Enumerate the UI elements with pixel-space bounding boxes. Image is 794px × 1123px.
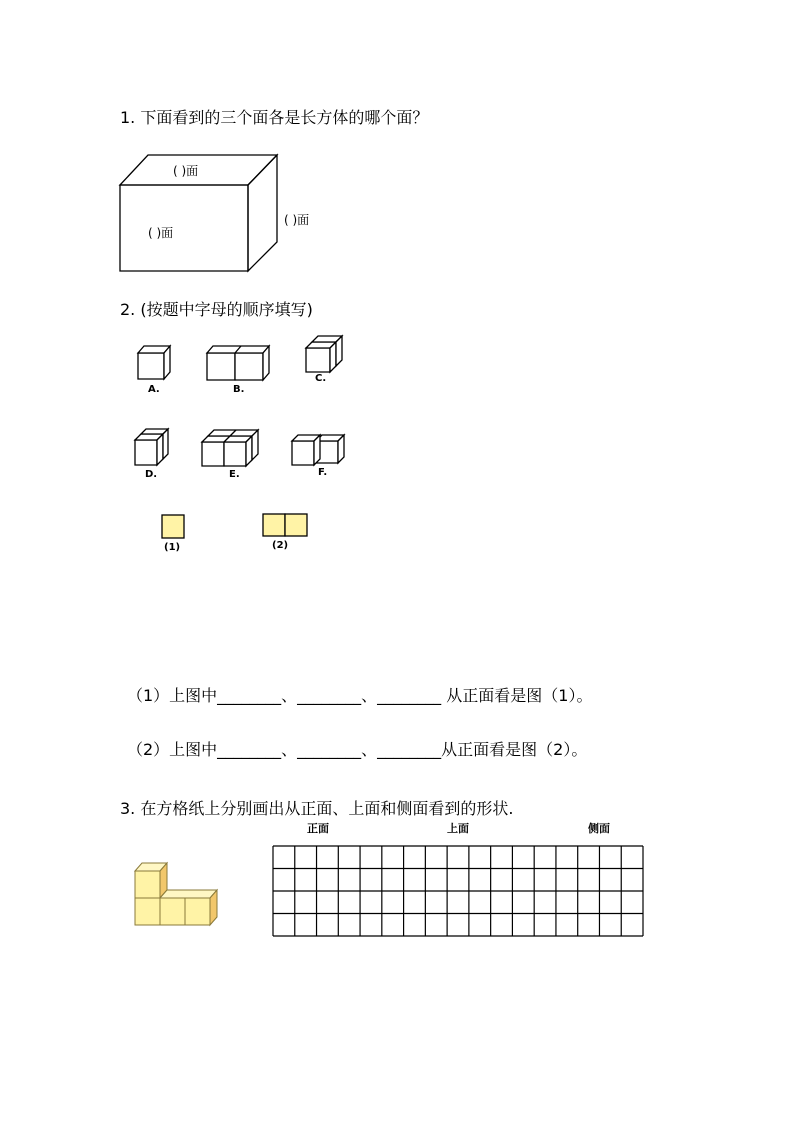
q3-title: 3. 在方格纸上分别画出从正面、上面和侧面看到的形状. [120, 799, 514, 818]
header-top: 上面 [447, 822, 469, 835]
label-c: C. [315, 373, 327, 384]
label-view-2: (2) [272, 540, 289, 551]
label-a: A. [148, 384, 160, 395]
header-front: 正面 [307, 822, 329, 835]
top-face-label: ( )面 [173, 164, 199, 178]
q1-title: 1. 下面看到的三个面各是长方体的哪个面？ [120, 108, 429, 127]
q2-line-2: （2）上图中________、________、________从正面看是图（2）。 [127, 740, 588, 759]
front-face-label: ( )面 [148, 226, 174, 240]
label-b: B. [233, 384, 245, 395]
label-e: E. [229, 469, 240, 480]
label-view-1: (1) [164, 542, 181, 553]
label-f: F. [318, 467, 328, 478]
header-side: 侧面 [588, 822, 610, 835]
label-d: D. [145, 469, 158, 480]
side-face-label: ( )面 [284, 213, 310, 227]
q2-line-1: （1）上图中________、________、________ 从正面看是图（1）。 [127, 686, 593, 705]
q2-title: 2. (按题中字母的顺序填写) [120, 300, 313, 319]
